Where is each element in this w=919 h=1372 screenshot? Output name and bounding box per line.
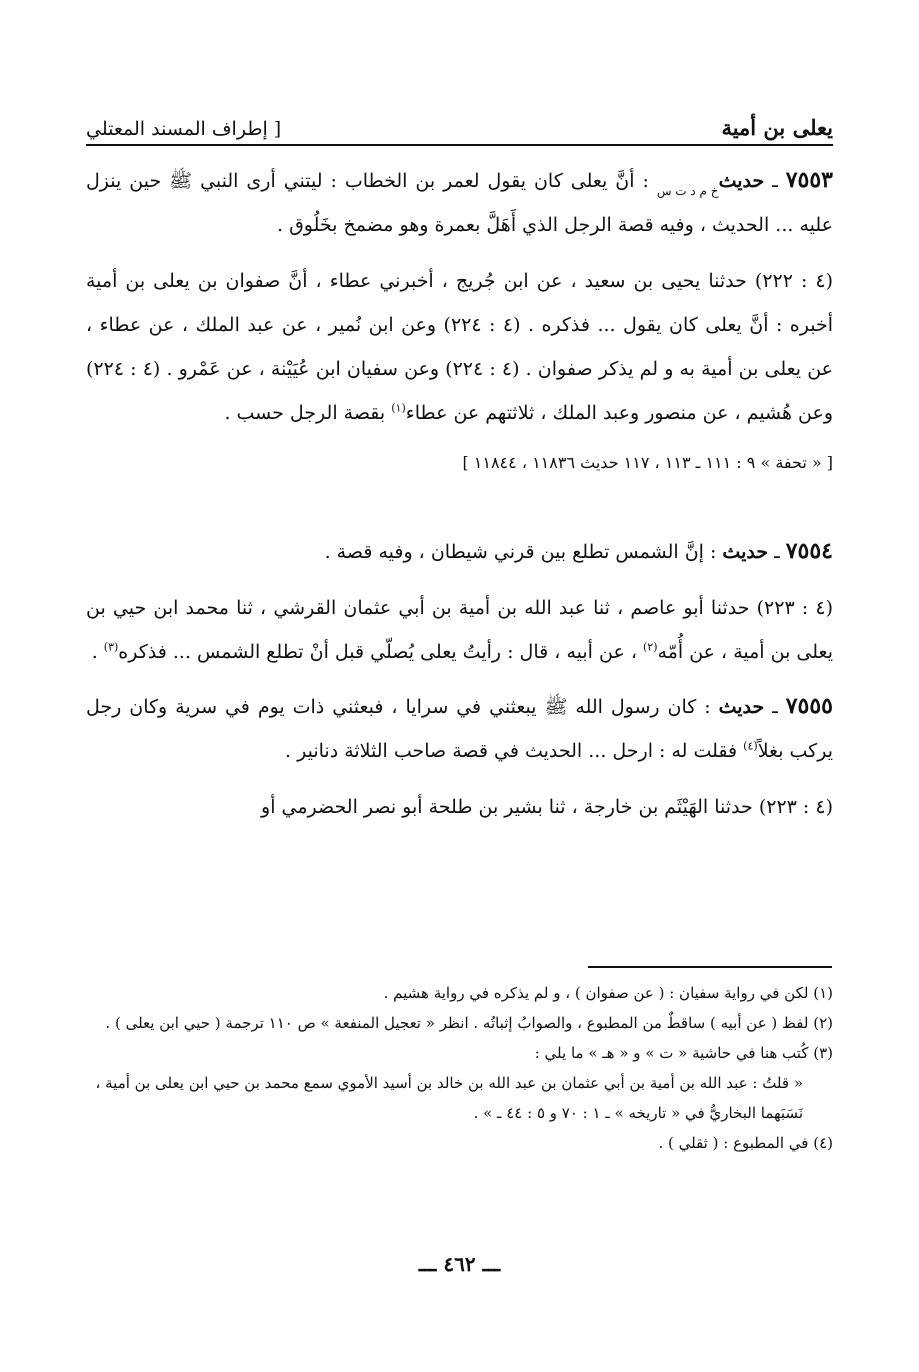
hadith-matn-end: فقلت له : ارحل ... الحديث في قصة صاحب الثلاثة دنانير . (285, 740, 744, 762)
isnad-text-end: . (91, 641, 104, 663)
isnad-text: (٤ : ٢٢٣) حدثنا أبو عاصم ، ثنا عبد الله بن أمية بن أبي عثمان القرشي ، ثنا محمد ابن حيي بن يعلى بن أمية ، عن أُمّه (86, 597, 833, 663)
tuhfa-reference: [ « تحفة » ٩ : ١١١ ـ ١١٣ ، ١١٧ حديث ١١٨٣٦ ، ١١٨٤٤ ] (462, 453, 833, 472)
header-rule (86, 144, 833, 146)
hadith-keyword: حديث (718, 170, 765, 192)
hadith-entry-7555 (86, 684, 833, 773)
footnote-rule (588, 966, 832, 968)
footnote-3-quote: « قلتُ : عبد الله بن أمية بن أبي عثمان بن عبد الله بن خالد بن أسيد الأموي سمع محمد بن حيي ابن يعلى بن أمية ، نَسَبَهما البخاريُّ في « تاريخه » ـ ١ : ٧٠ و ٥ : ٤٤ ـ » . (95, 1074, 803, 1122)
header-book-title: [ إطراف المسند المعتلي (86, 118, 282, 140)
entry-number: ٧٥٥٤ (785, 538, 833, 564)
footnote-ref-4: (٤) (743, 739, 758, 753)
hadith-entry-7554 (86, 529, 833, 574)
hadith-matn: : أنَّ يعلى كان يقول لعمر بن الخطاب : ليتني أرى النبي ﷺ حين ينزل عليه ... الحديث ، وفيه قصة الرجل الذي أَهَلَّ بعمرة وهو مضمخ بخَلُوق . (86, 170, 833, 236)
isnad-text: (٤ : ٢٢٣) حدثنا الهَيْثَم بن خارجة ، ثنا بشير بن طلحة أبو نصر الحضرمي أو (261, 796, 833, 818)
isnad-paragraph (86, 259, 833, 435)
footnote-1: (١) لكن في رواية سفيان : ( عن صفوان ) ، و لم يذكره في رواية هشيم . (383, 984, 833, 1002)
entry-number: ٧٥٥٣ (785, 167, 833, 193)
entry-dash: ـ (764, 696, 786, 718)
isnad-text-end: بقصة الرجل حسب . (224, 402, 392, 424)
entry-number: ٧٥٥٥ (785, 693, 833, 719)
entry-dash: ـ (764, 170, 786, 192)
footnotes (86, 978, 833, 1158)
isnad-paragraph (86, 785, 833, 829)
main-text (86, 158, 833, 829)
footnote-ref-3: (٣) (103, 640, 119, 654)
hadith-matn: : كان رسول الله ﷺ يبعثني في سرايا ، فبعثني ذات يوم في سرية وكان رجل يركب بغلاً (86, 696, 833, 762)
isnad-text: (٤ : ٢٢٢) حدثنا يحيى بن سعيد ، عن ابن جُريج ، أخبرني عطاء ، أنَّ صفوان بن يعلى بن أمية أخبره : أنَّ يعلى كان يقول ... فذكره . (٤ : ٢٢٤) وعن ابن نُمير ، عن عبد الملك ، عن عطاء ، عن يعلى بن أمية به و لم يذكر صفوان . (٤ : ٢٢٤) وعن سفيان ابن عُيَيْنة ، عن عَمْرو . (٤ : ٢٢٤) وعن هُشيم ، عن منصور وعبد الملك ، ثلاثتهم عن عطاء (86, 270, 834, 424)
source-codes: خ م د ت س (656, 184, 719, 198)
isnad-text-middle: ، عن أبيه ، قال : رأيتُ يعلى يُصلّي قبل أنْ تطلع الشمس ... فذكره (118, 641, 643, 663)
footnote-3: (٣) كُتب هنا في حاشية « ت » و « هـ » ما يلي : (534, 1044, 833, 1062)
page-number: ـــ ٤٦٢ ـــ (418, 1252, 501, 1276)
hadith-keyword: حديث (718, 696, 765, 718)
hadith-matn: : إنَّ الشمس تطلع بين قرني شيطان ، وفيه قصة . (324, 541, 723, 563)
hadith-entry-7553 (86, 158, 833, 247)
entry-dash: ـ (768, 541, 786, 563)
footnote-2: (٢) لفظ ( عن أبيه ) ساقطٌ من المطبوع ، والصوابُ إثباتُه . انظر « تعجيل المنفعة » ص ١١٠ ترجمة ( حيي ابن يعلى ) . (105, 1014, 833, 1032)
isnad-paragraph (86, 586, 833, 674)
hadith-keyword: حديث (722, 541, 769, 563)
footnote-4: (٤) في المطبوع : ( ثقلي ) . (658, 1134, 833, 1152)
footnote-ref-2: (٢) (643, 640, 658, 654)
running-header (86, 100, 833, 140)
header-chapter-title: يعلى بن أمية (721, 115, 833, 140)
footnote-ref-1: (١) (391, 401, 406, 415)
